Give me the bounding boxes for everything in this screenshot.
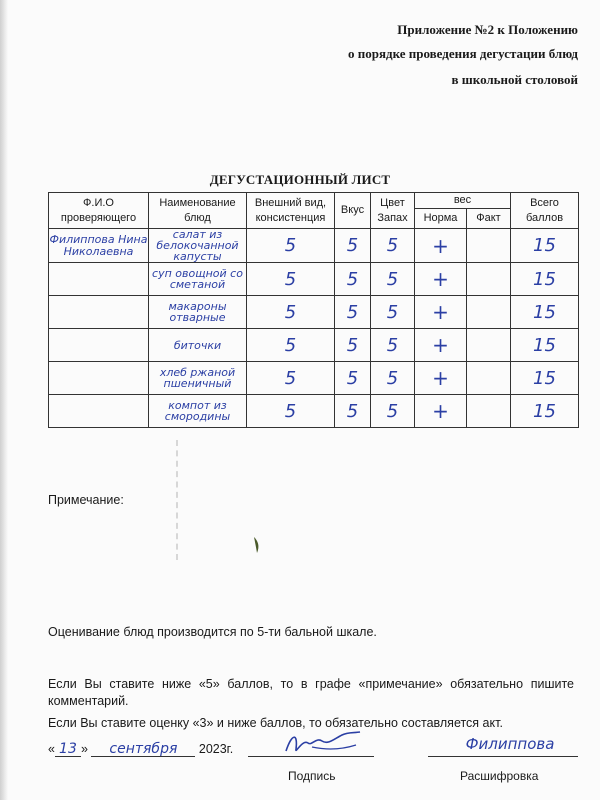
comment-requirement-text: Если Вы ставите ниже «5» баллов, то в графе «примечание» обязательно пишите комментарий. bbox=[48, 677, 574, 708]
taste-score-cell: 5 bbox=[335, 329, 371, 362]
leaf-mark bbox=[252, 536, 262, 554]
inspector-name-cell: Филиппова Нина Николаевна bbox=[49, 229, 149, 263]
total-score-cell: 15 bbox=[511, 329, 579, 362]
col-header-total: Всего баллов bbox=[511, 193, 579, 229]
color-smell-score-cell: 5 bbox=[371, 329, 415, 362]
date-year: 2023г. bbox=[198, 742, 234, 756]
weight-norm-cell: + bbox=[415, 296, 467, 329]
appendix-header-line-1: Приложение №2 к Положению bbox=[397, 22, 578, 37]
color-smell-score-cell: 5 bbox=[371, 263, 415, 296]
decode-line bbox=[428, 756, 578, 757]
table-row bbox=[49, 362, 579, 395]
total-score-cell: 15 bbox=[511, 362, 579, 395]
appearance-score-cell: 5 bbox=[247, 263, 335, 296]
appearance-score-cell: 5 bbox=[247, 296, 335, 329]
color-smell-score-cell: 5 bbox=[371, 229, 415, 263]
weight-fact-cell bbox=[467, 296, 511, 329]
inspector-empty-cell bbox=[49, 395, 149, 428]
table-row bbox=[49, 395, 579, 428]
weight-norm-cell: + bbox=[415, 263, 467, 296]
date-month: сентября bbox=[91, 742, 195, 757]
total-score-cell: 15 bbox=[511, 263, 579, 296]
inspector-empty-cell bbox=[49, 296, 149, 329]
weight-fact-cell bbox=[467, 229, 511, 263]
col-header-weight-norm: Норма bbox=[415, 209, 467, 229]
act-requirement-text: Если Вы ставите оценку «3» и ниже баллов, то обязательно составляется акт. bbox=[48, 716, 503, 730]
taste-score-cell: 5 bbox=[335, 296, 371, 329]
appearance-score-cell: 5 bbox=[247, 395, 335, 428]
appearance-score-cell: 5 bbox=[247, 229, 335, 263]
taste-score-cell: 5 bbox=[335, 395, 371, 428]
note-label: Примечание: bbox=[48, 493, 124, 507]
col-header-dish: Наименование блюд bbox=[149, 193, 247, 229]
date-day: 13 bbox=[55, 742, 81, 757]
date-line bbox=[48, 742, 233, 757]
weight-norm-cell: + bbox=[415, 362, 467, 395]
col-header-inspector: Ф.И.О проверяющего bbox=[49, 193, 149, 229]
table-row bbox=[49, 329, 579, 362]
col-header-color-smell: Цвет Запах bbox=[371, 193, 415, 229]
dish-cell: салат из белокочанной капусты bbox=[149, 229, 247, 263]
document-title: ДЕГУСТАЦИОННЫЙ ЛИСТ bbox=[209, 172, 391, 187]
appendix-header-line-2: о порядке проведения дегустации блюд bbox=[347, 46, 578, 61]
dish-cell: биточки bbox=[149, 329, 247, 362]
total-score-cell: 15 bbox=[511, 296, 579, 329]
date-open-quote: « bbox=[48, 742, 55, 756]
color-smell-score-cell: 5 bbox=[371, 395, 415, 428]
color-smell-score-cell: 5 bbox=[371, 296, 415, 329]
inspector-empty-cell bbox=[49, 263, 149, 296]
color-smell-score-cell: 5 bbox=[371, 362, 415, 395]
weight-norm-cell: + bbox=[415, 229, 467, 263]
appearance-score-cell: 5 bbox=[247, 362, 335, 395]
signature-decode: Филиппова bbox=[465, 735, 555, 753]
dish-cell: суп овощной со сметаной bbox=[149, 263, 247, 296]
table-row bbox=[49, 263, 579, 296]
taste-score-cell: 5 bbox=[335, 362, 371, 395]
total-score-cell: 15 bbox=[511, 395, 579, 428]
col-header-weight-fact: Факт bbox=[467, 209, 511, 229]
signature-caption: Подпись bbox=[288, 769, 336, 783]
col-header-weight: вес bbox=[415, 193, 511, 209]
grading-scale-text: Оценивание блюд производится по 5-ти бальной шкале. bbox=[48, 625, 377, 639]
scan-edge-shadow bbox=[0, 0, 8, 800]
total-score-cell: 15 bbox=[511, 229, 579, 263]
table-row bbox=[49, 296, 579, 329]
decode-caption: Расшифровка bbox=[460, 769, 539, 783]
taste-score-cell: 5 bbox=[335, 229, 371, 263]
dish-cell: компот из смородины bbox=[149, 395, 247, 428]
weight-fact-cell bbox=[467, 395, 511, 428]
handwritten-signature bbox=[282, 729, 362, 759]
tasting-table bbox=[48, 192, 579, 428]
dish-cell: хлеб ржаной пшеничный bbox=[149, 362, 247, 395]
taste-score-cell: 5 bbox=[335, 263, 371, 296]
appearance-score-cell: 5 bbox=[247, 329, 335, 362]
date-close-quote: » bbox=[80, 742, 88, 756]
weight-norm-cell: + bbox=[415, 395, 467, 428]
weight-fact-cell bbox=[467, 362, 511, 395]
dish-cell: макароны отварные bbox=[149, 296, 247, 329]
appendix-header-line-3: в школьной столовой bbox=[451, 72, 578, 87]
weight-norm-cell: + bbox=[415, 329, 467, 362]
weight-fact-cell bbox=[467, 329, 511, 362]
inspector-empty-cell bbox=[49, 362, 149, 395]
col-header-taste: Вкус bbox=[335, 193, 371, 229]
weight-fact-cell bbox=[467, 263, 511, 296]
table-row bbox=[49, 229, 579, 263]
inspector-empty-cell bbox=[49, 329, 149, 362]
col-header-appearance: Внешний вид, консистенция bbox=[247, 193, 335, 229]
